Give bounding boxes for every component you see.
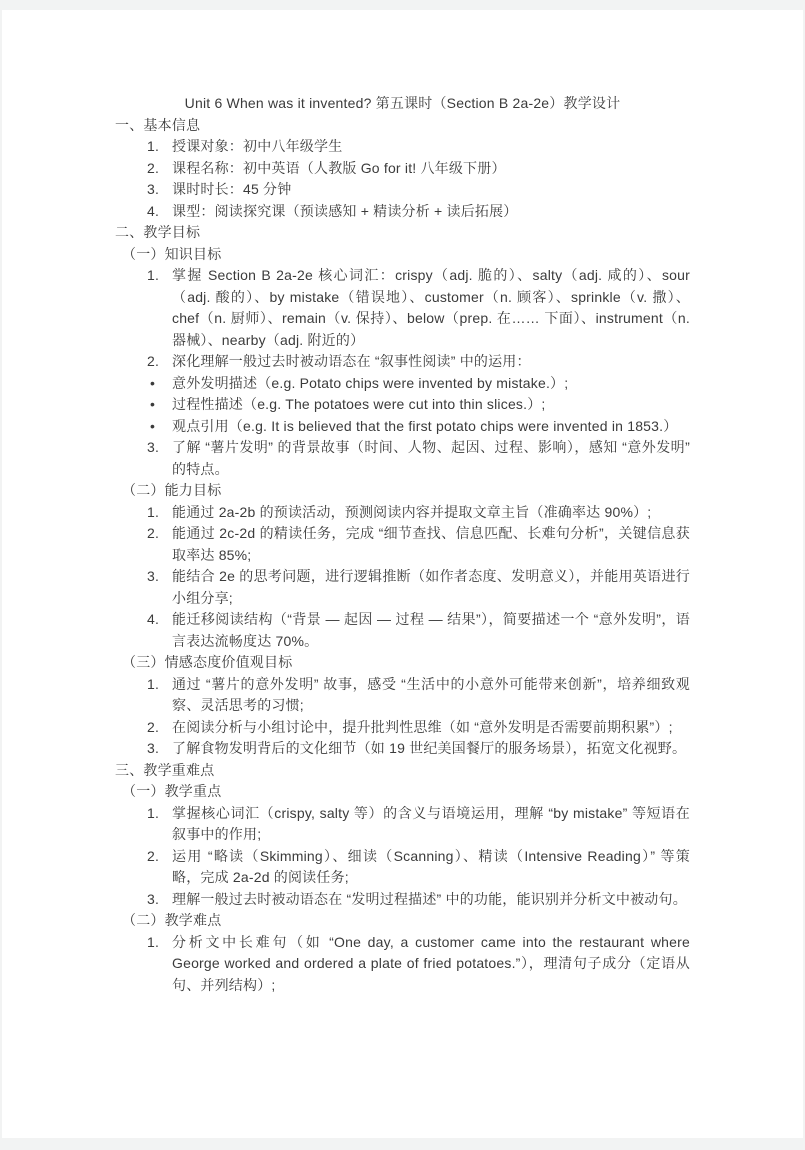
list-item — [115, 609, 690, 652]
list-item-text: 运用 “略读（Skimming）、细读（Scanning）、精读（Intensive Reading）” 等策略，完成 2a-2d 的阅读任务; — [172, 847, 690, 885]
list-item-text: 能结合 2e 的思考问题，进行逻辑推断（如作者态度、发明意义），并能用英语进行小组分享; — [172, 568, 690, 606]
list-item-text: 理解一般过去时被动语态在 “发明过程描述” 中的功能，能识别并分析文中被动句。 — [172, 890, 687, 907]
document-content — [2, 10, 803, 996]
list-item-text: 掌握核心词汇（crispy, salty 等）的含义与语境运用，理解 “by mistake” 等短语在叙事中的作用; — [172, 804, 690, 842]
list-item — [115, 803, 690, 846]
list-item — [115, 523, 690, 566]
list-item-number: 3. — [147, 439, 160, 455]
list-item-number: 2. — [147, 159, 160, 176]
subsection-heading-knowledge-goals: （一）知识目标 — [122, 245, 222, 262]
list-item-text: 在阅读分析与小组讨论中，提升批判性思维（如 “意外发明是否需要前期积累”）; — [172, 718, 673, 735]
list-item-text: 了解食物发明背后的文化细节（如 19 世纪美国餐厅的服务场景），拓宽文化视野。 — [172, 740, 687, 756]
list-item-text: 课程名称：初中英语（人教版 Go for it! 八年级下册） — [172, 159, 506, 176]
document-page — [2, 10, 803, 1138]
subsection-heading-difficult-points: （二）教学难点 — [122, 912, 222, 928]
bullet-item — [115, 416, 690, 438]
bullet-icon: • — [150, 374, 156, 391]
list-item-number: 1. — [147, 804, 160, 821]
list-item-number: 3. — [147, 740, 160, 756]
list-item — [115, 437, 690, 480]
list-item-number: 2. — [147, 847, 160, 864]
list-item-text: 通过 “薯片的意外发明” 故事，感受 “生活中的小意外可能带来创新”，培养细致观察、灵活思考的习惯; — [172, 675, 690, 713]
list-item-number: 4. — [147, 202, 160, 219]
list-item-number: 3. — [147, 181, 160, 197]
list-item-number: 2. — [147, 718, 160, 735]
list-item-text: 分析文中长难句（如 “One day, a customer came into the restaurant where George worked and ordered a plate of fried potatoes.”），理清句子成分（定语从句、并列结构）; — [172, 933, 690, 993]
list-item-text: 深化理解一般过去时被动语态在 “叙事性阅读” 中的运用： — [172, 353, 531, 369]
bullet-item — [115, 373, 690, 395]
list-item-number: 2. — [147, 353, 160, 369]
list-item-text: 课时时长：45 分钟 — [172, 181, 292, 197]
list-item-number: 3. — [147, 568, 160, 584]
list-item-text: 授课对象：初中八年级学生 — [172, 138, 343, 154]
list-item-number: 2. — [147, 525, 160, 541]
list-item — [115, 179, 690, 201]
list-item — [115, 265, 690, 351]
list-item — [115, 932, 690, 997]
list-item-text: 掌握 Section B 2a-2e 核心词汇：crispy（adj. 脆的）、salty（adj. 咸的）、sour（adj. 酸的）、by mistake（错误地）、customer（n. 顾客）、sprinkle（v. 撒）、chef（n. 厨师）、remain（v. 保持）、below（prep. 在…… 下面）、instrument（n. 器械）、nearby（adj. 附近的） — [172, 267, 690, 348]
list-item-text: 能迁移阅读结构（“背景 — 起因 — 过程 — 结果”），简要描述一个 “意外发明”，语言表达流畅度达 70%。 — [172, 611, 690, 649]
list-item — [115, 201, 690, 223]
list-item — [115, 674, 690, 717]
bullet-item-text: 过程性描述（e.g. The potatoes were cut into thin slices.）; — [172, 396, 546, 412]
list-item-number: 1. — [147, 267, 160, 283]
list-item — [115, 717, 690, 739]
bullet-item-text: 意外发明描述（e.g. Potato chips were invented by mistake.）; — [172, 374, 569, 391]
bullet-icon: • — [150, 417, 156, 434]
bullet-icon: • — [150, 396, 156, 412]
list-item — [115, 502, 690, 524]
list-item-number: 1. — [147, 503, 160, 520]
list-item — [115, 889, 690, 911]
list-item-number: 1. — [147, 933, 160, 950]
list-item — [115, 136, 690, 158]
list-item-number: 4. — [147, 611, 160, 627]
subsection-heading-ability-goals: （二）能力目标 — [122, 482, 222, 498]
list-item-number: 1. — [147, 138, 160, 154]
section-heading-teaching-goals: 二、教学目标 — [115, 224, 201, 240]
bullet-item-text: 观点引用（e.g. It is believed that the first potato chips were invented in 1853.） — [172, 417, 678, 434]
list-item-text: 能通过 2c-2d 的精读任务，完成 “细节查找、信息匹配、长难句分析”，关键信息获取率达 85%; — [172, 525, 690, 563]
list-item-text: 课型：阅读探究课（预读感知 + 精读分析 + 读后拓展） — [172, 202, 518, 219]
bullet-item — [115, 394, 690, 416]
list-item-number: 3. — [147, 890, 160, 907]
subsection-heading-key-points: （一）教学重点 — [122, 783, 222, 799]
list-item-text: 能通过 2a-2b 的预读活动，预测阅读内容并提取文章主旨（准确率达 90%）; — [172, 503, 652, 520]
subsection-heading-emotional-goals: （三）情感态度价值观目标 — [122, 654, 293, 670]
list-item — [115, 738, 690, 760]
section-heading-key-difficult-points: 三、教学重难点 — [115, 761, 215, 778]
section-heading-basic-info: 一、基本信息 — [115, 116, 201, 133]
list-item — [115, 846, 690, 889]
list-item — [115, 566, 690, 609]
list-item — [115, 351, 690, 373]
list-item-text: 了解 “薯片发明” 的背景故事（时间、人物、起因、过程、影响），感知 “意外发明” 的特点。 — [172, 439, 690, 477]
list-item-number: 1. — [147, 675, 160, 692]
list-item — [115, 158, 690, 180]
document-title: Unit 6 When was it invented? 第五课时（Section B 2a-2e）教学设计 — [184, 95, 621, 111]
